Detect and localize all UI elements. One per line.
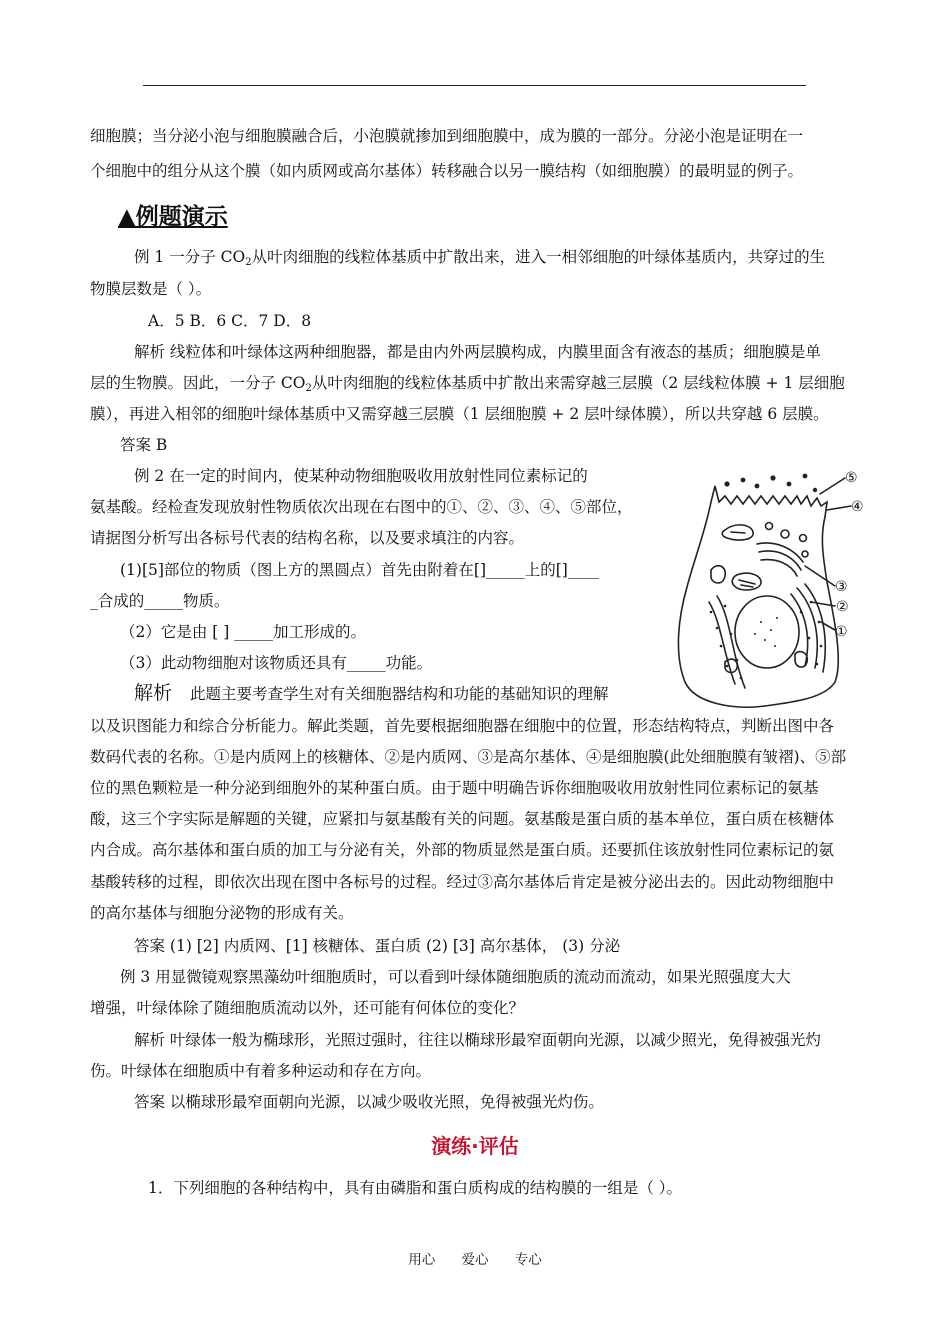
intro-line-1: 细胞膜；当分泌小泡与细胞膜融合后，小泡膜就掺加到细胞膜中，成为膜的一部分。分泌小泡是证明在一 [90,127,804,145]
ex2-question-line-3: 请据图分析写出各标号代表的结构名称，以及要求填注的内容。 [90,529,525,547]
ex2-analysis-label: 解析 [134,682,173,704]
nucleolus-dot [754,633,756,635]
pointer-5 [820,478,845,494]
section-heading: ▲例题演示 [118,204,228,230]
figure-label-2: ② [836,599,849,615]
ribosome-dot [818,621,821,624]
ex3-question-line-1: 例 3 用显微镜观察黑藻幼叶细胞质时，可以看到叶绿体随细胞质的流动而流动，如果光照强度大大 [120,968,791,986]
secretion-dot [803,474,808,479]
ex3-answer: 答案 以椭球形最窄面朝向光源，以减少吸收光照，免得被强光灼伤。 [134,1093,604,1111]
vesicle-2 [800,535,807,542]
ex2-subquestion-1a: (1)[5]部位的物质（图上方的黑圆点）首先由附着在[]_____上的[]____ [120,561,599,579]
ribosome-dot [800,611,803,614]
practice-heading: 演练·评估 [431,1134,519,1158]
figure-label-3: ③ [835,579,848,595]
ex2-analysis-line-1: 解析 此题主要考查学生对有关细胞器结构和功能的基础知识的理解 [134,682,609,704]
ribosome-dot [724,605,727,608]
ex2-analysis-line-3: 数码代表的名称。①是内质网上的核糖体、②是内质网、③是高尔基体、④是细胞膜(此处细胞膜有皱褶)、⑤部 [90,748,847,766]
ex2-answer: 答案 (1) [2] 内质网、[1] 核糖体、蛋白质 (2) [3] 高尔基体， (3) 分泌 [134,937,621,955]
pointer-4 [827,506,851,510]
ex2-analysis-line-2: 以及识图能力和综合分析能力。解此类题，首先要根据细胞器在细胞中的位置，形态结构特点，判断出图中各 [90,717,835,735]
secretion-dot [770,475,775,480]
ex2-question-line-2: 氨基酸。经检查发现放射性物质依次出现在右图中的①、②、③、④、⑤部位， [90,498,633,516]
ribosome-dot [810,601,813,604]
ribosome-dot [816,663,819,666]
nucleolus-dot [774,645,776,647]
ex2-analysis-line-7: 基酸转移的过程，即依次出现在图中各标号的过程。经过③高尔基体后肯定是被分泌出去的。因此动物细胞中 [90,873,835,891]
ribosome-dot [726,665,729,668]
intro-line-2: 个细胞中的组分从这个膜（如内质网或高尔基体）转移融合以另一膜结构（如细胞膜）的最明显的例子。 [90,162,804,180]
ex1-question-line-2: 物膜层数是（ ）。 [90,280,212,298]
ex2-analysis-line-5: 酸，这三个字实际是解题的关键，应紧扣与氨基酸有关的问题。氨基酸是蛋白质的基本单位，蛋白质在核糖体 [90,810,835,828]
secretion-dot [787,482,792,487]
ribosome-dot [730,633,733,636]
ribosome-dot [736,659,739,662]
ribosome-dot [740,677,743,680]
ribosome-dot [716,627,719,630]
mitochondrion-2 [711,566,725,583]
nucleolus-dot [770,629,772,631]
page-footer: 用心 爱心 专心 [408,1252,542,1268]
header-rule [143,85,806,86]
ex2-subquestion-1b: _合成的_____物质。 [90,592,230,610]
secretion-dot [813,488,817,492]
ex2-analysis-line-4: 位的黑色颗粒是一种分泌到细胞外的某种蛋白质。由于题中明确告诉你细胞吸收用放射性同位素标记的氨基 [90,779,819,797]
practice-question-1: 1．下列细胞的各种结构中，具有由磷脂和蛋白质构成的结构膜的一组是（ ）。 [148,1179,683,1197]
ex3-question-line-2: 增强，叶绿体除了随细胞质流动以外，还可能有何体位的变化？ [90,999,525,1017]
ex2-analysis-line-6: 内合成。高尔基体和蛋白质的加工与分泌有关，外部的物质显然是蛋白质。还要抓住该放射性同位素标记的氨 [90,841,835,859]
cell-diagram [665,462,887,710]
ex1-analysis-line-2: 层的生物膜。因此，一分子 $CO_2$从叶肉细胞的线粒体基质中扩散出来需穿越三层膜（2 层线粒体膜 + 1 层细胞 [90,374,845,394]
ribosome-dot [710,611,713,614]
rough-er-1 [709,602,735,684]
vesicle-1 [781,530,789,538]
ribosome-dot [720,645,723,648]
co2-subscript: 2 [305,383,312,394]
nucleolus-dot [776,617,778,619]
nucleus [735,596,799,668]
figure-label-1: ① [835,624,848,640]
ribosome-dot [808,637,811,640]
secretion-dot [741,478,746,483]
ex2-subquestion-2: （2）它是由 [ ] _____加工形成的。 [120,623,366,641]
ex2-subquestion-3: （3）此动物细胞对该物质还具有_____功能。 [120,654,433,672]
ribosome-dot [820,645,823,648]
ex3-analysis-line-2: 伤。叶绿体在细胞质中有着多种运动和存在方向。 [90,1062,432,1080]
ex1-question-line-1: 例 1 一分子 $CO_2$从叶肉细胞的线粒体基质中扩散出来，进入一相邻细胞的叶绿体基质内，共穿过的生 [134,248,826,268]
figure-label-5: ⑤ [845,470,858,486]
vesicle-4 [802,551,808,557]
co2-subscript: 2 [245,257,252,268]
nucleolus-dot [764,639,766,641]
ex1-options: A．5 B．6 C．7 D．8 [148,312,312,330]
ex2-question-line-1: 例 2 在一定的时间内，使某种动物细胞吸收用放射性同位素标记的 [134,467,588,485]
ex1-answer: 答案 B [120,436,168,454]
pointer-3 [805,566,835,586]
ex1-analysis-line-1: 解析 线粒体和叶绿体这两种细胞器，都是由内外两层膜构成，内膜里面含有液态的基质；细胞膜是单 [134,343,821,361]
figure-label-4: ④ [851,499,864,515]
ex3-analysis-line-1: 解析 叶绿体一般为椭球形，光照过强时，往往以椭球形最窄面朝向光源，以减少照光，免得被强光灼 [134,1031,821,1049]
ex2-analysis-line-8: 的高尔基体与细胞分泌物的形成有关。 [90,904,354,922]
golgi-3 [761,560,797,576]
vesicle-3 [766,523,773,530]
ex1-analysis-line-3: 膜），再进入相邻的细胞叶绿体基质中又需穿越三层膜（1 层细胞膜 + 2 层叶绿体膜），所以共穿越 6 层膜。 [90,405,829,423]
secretion-dot [724,481,729,486]
nucleolus-dot [760,621,762,623]
secretion-dot [755,484,760,489]
